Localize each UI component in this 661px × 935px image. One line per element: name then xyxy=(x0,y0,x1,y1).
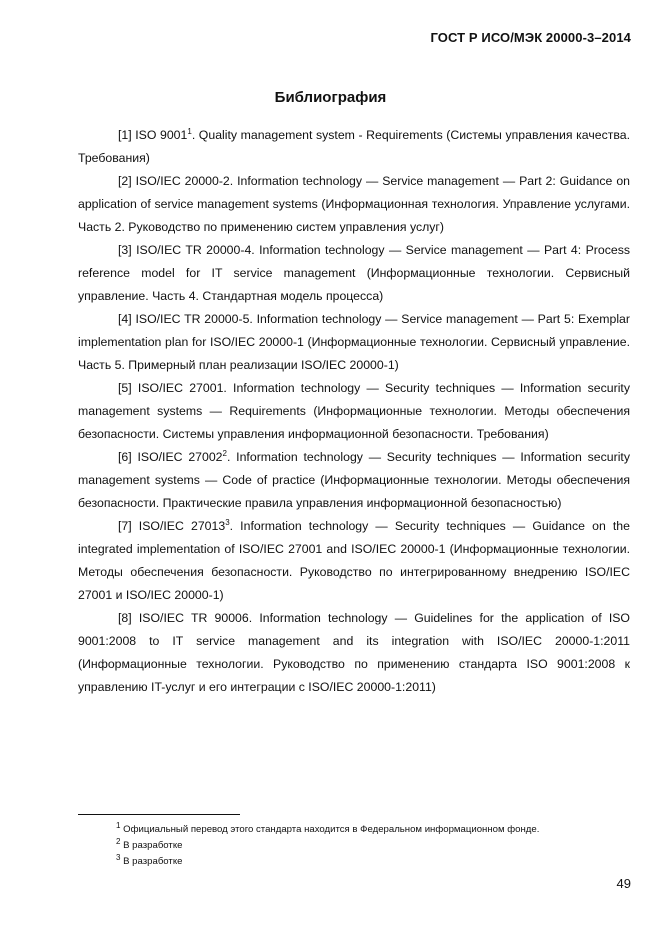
reference-item-7 xyxy=(78,515,630,607)
footnote-text: В разработке xyxy=(120,840,183,851)
footnote-mark: 2 xyxy=(116,836,121,846)
bibliography-list xyxy=(78,124,630,699)
reference-text: [1] ISO 9001 xyxy=(118,128,188,142)
footnote-text: В разработке xyxy=(120,856,183,867)
footnote-2 xyxy=(116,838,539,854)
reference-item-5 xyxy=(78,377,630,446)
reference-tail: . Quality management system - Requirements (Системы управления качества. Требования) xyxy=(78,128,631,165)
footnote-mark: 1 xyxy=(116,820,121,830)
footnote-text: Официальный перевод этого стандарта находится в Федеральном информационном фонде. xyxy=(120,824,540,835)
footnote-divider xyxy=(78,814,240,815)
reference-item-3 xyxy=(78,239,630,308)
document-header: ГОСТ Р ИСО/МЭК 20000-3–2014 xyxy=(430,30,631,45)
reference-text: [8] ISO/IEC TR 90006. Information technology — Guidelines for the application of ISO 9001:2008 to IT service management and its integration with ISO/IEC 20000-1:2011 (Информационные технологии. Руководство по применению стандарта ISO 9001:2008 к управлению IT-услуг и его интеграции с ISO/IEC 20000-1:2011) xyxy=(78,611,630,694)
footnote-marker: 2 xyxy=(222,448,227,458)
page-number: 49 xyxy=(616,876,631,891)
reference-text: [4] ISO/IEC TR 20000-5. Information technology — Service management — Part 5: Exemplar implementation plan for ISO/IEC 20000-1 (Информационные технологии. Сервисный управление. Часть 5. Примерный план реализации ISO/IEC 20000-1) xyxy=(78,312,630,372)
reference-item-4 xyxy=(78,308,630,377)
reference-tail: . Information technology — Security techniques — Information security management systems — Code of practice (Информационные технологии. Методы обеспечения безопасности. Практические правила управления информационной безопасностью) xyxy=(78,450,630,510)
reference-text: [5] ISO/IEC 27001. Information technology — Security techniques — Information security management systems — Requirements (Информационные технологии. Методы обеспечения безопасности. Системы управления информационной безопасности. Требования) xyxy=(78,381,630,441)
reference-text: [3] ISO/IEC TR 20000-4. Information technology — Service management — Part 4: Process reference model for IT service management (Информационные технологии. Сервисный управление. Часть 4. Стандартная модель процесса) xyxy=(78,243,630,303)
reference-item-1 xyxy=(78,124,630,170)
reference-tail: . Information technology — Security techniques — Guidance on the integrated implementation of ISO/IEC 27001 and ISO/IEC 20000-1 (Информационные технологии. Методы обеспечения безопасности. Руководство по интегрированному внедрению ISO/IEC 27001 и ISO/IEC 20000-1) xyxy=(78,519,630,602)
page-title: Библиография xyxy=(274,89,387,106)
reference-item-6 xyxy=(78,446,630,515)
footnote-marker: 1 xyxy=(187,126,192,136)
footnote-1 xyxy=(116,822,539,838)
reference-text: [7] ISO/IEC 27013 xyxy=(118,519,226,533)
footnote-3 xyxy=(116,854,539,870)
reference-text: [2] ISO/IEC 20000-2. Information technology — Service management — Part 2: Guidance on application of service management systems (Информационная технология. Управление услугами. Часть 2. Руководство по применению систем управления услуг) xyxy=(78,174,630,234)
reference-text: [6] ISO/IEC 27002 xyxy=(118,450,223,464)
reference-item-8 xyxy=(78,607,630,699)
footnote-marker: 3 xyxy=(225,517,230,527)
footnote-mark: 3 xyxy=(116,852,121,862)
footnotes xyxy=(116,822,539,870)
reference-item-2 xyxy=(78,170,630,239)
